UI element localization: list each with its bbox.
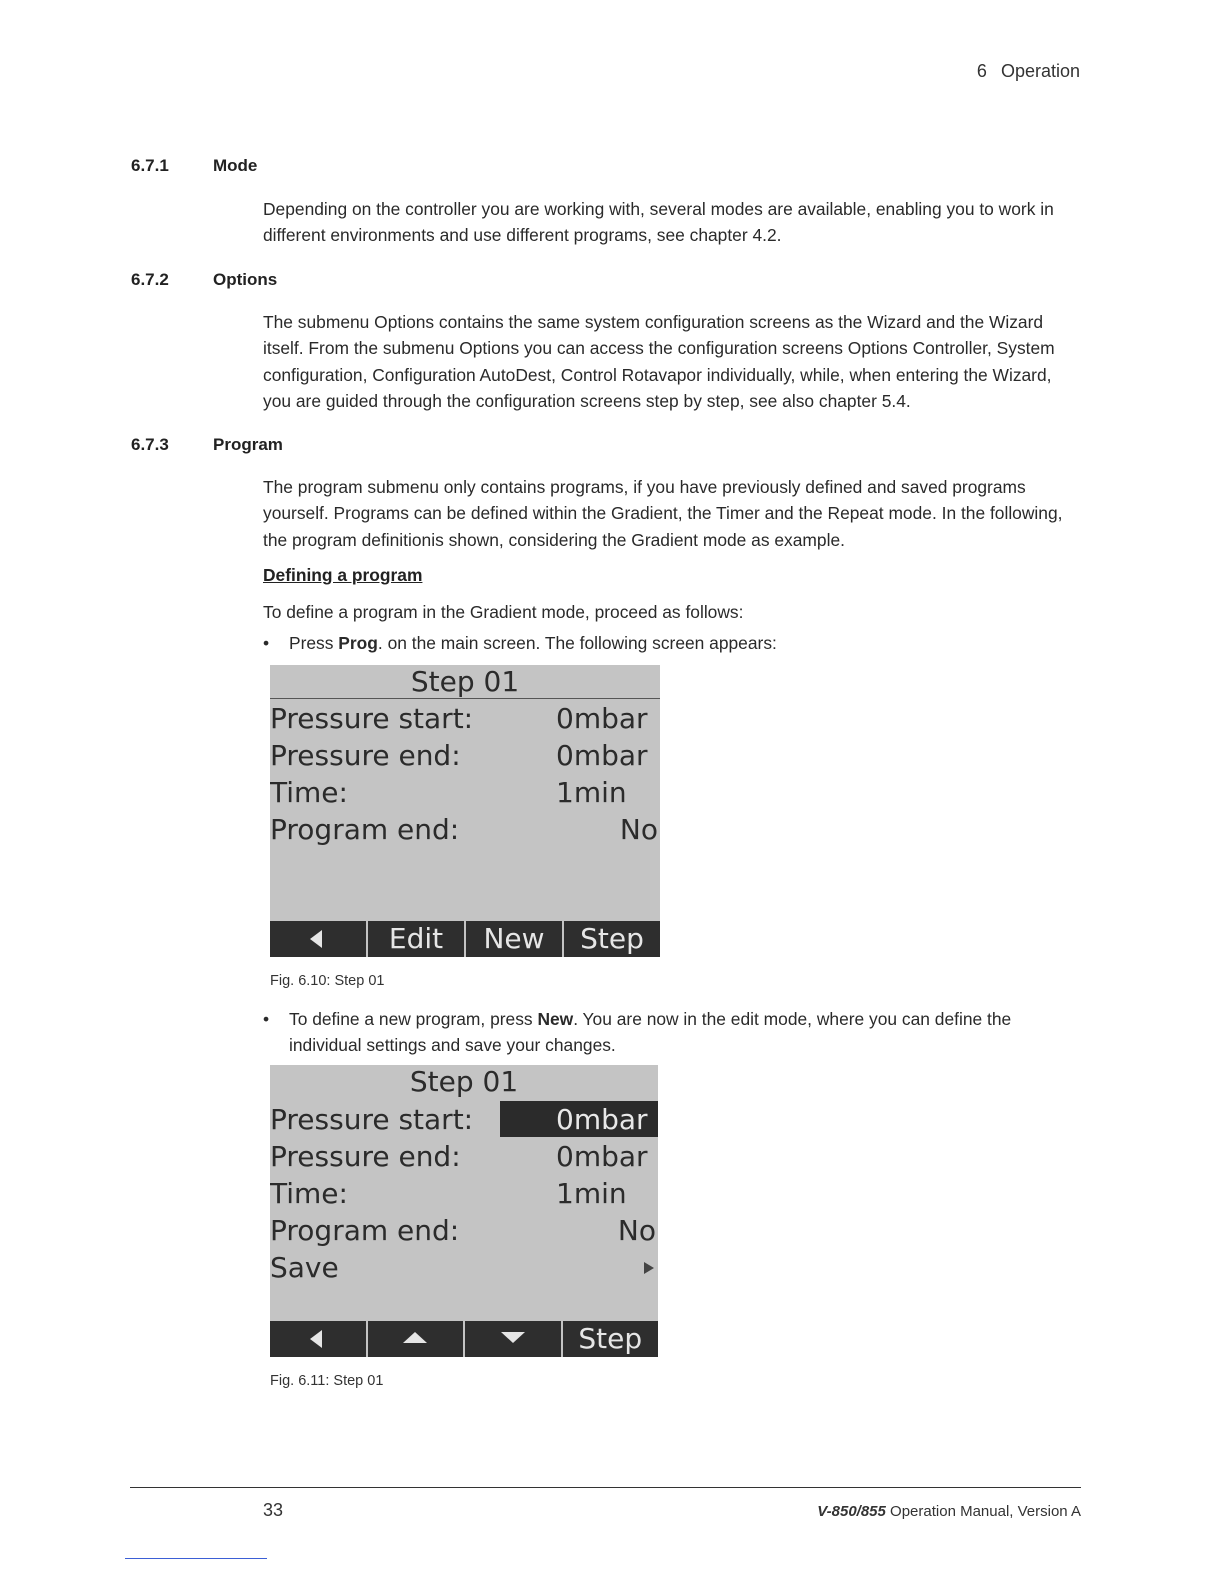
up-icon [403, 1332, 427, 1343]
row-value: No [619, 813, 658, 846]
chapter-title: Operation [1000, 61, 1080, 81]
doc-title: Operation Manual, Version A [885, 1503, 1081, 1520]
row-label: Pressure start: [270, 1103, 474, 1136]
link-underline [125, 1558, 267, 1559]
lcd-row [270, 700, 660, 737]
row-label: Program end: [270, 813, 460, 846]
section-title-options: Options [213, 270, 278, 289]
softkey-new[interactable]: New [464, 921, 562, 957]
softkey-up[interactable] [366, 1321, 464, 1357]
bullet-text: . You are now in the edit mode, where you can define the individual settings and save your changes. [289, 1009, 1012, 1055]
row-value-selected: 0mbar [500, 1101, 658, 1137]
lcd-screen-step01-edit [270, 1065, 658, 1357]
row-label: Pressure start: [270, 702, 474, 735]
section-number: 6.7.2 [131, 270, 169, 289]
softkey-down[interactable] [463, 1321, 561, 1357]
softkey-back[interactable] [270, 1321, 366, 1357]
section-number: 6.7.3 [131, 435, 169, 454]
down-icon [501, 1332, 525, 1343]
lcd-title: Step 01 [409, 1065, 519, 1098]
lcd-row [270, 811, 660, 848]
page-number: 33 [263, 1500, 284, 1520]
row-label: Program end: [270, 1214, 460, 1247]
lcd-row [270, 1212, 658, 1249]
row-value: 1min [556, 776, 627, 809]
row-label: Time: [270, 1177, 348, 1210]
bullet-item [263, 1006, 1083, 1058]
row-label: Time: [270, 776, 348, 809]
row-value: 1min [556, 1177, 627, 1210]
options-paragraph: The submenu Options contains the same system configuration screens as the Wizard and the Wizard itself. From the submenu Options you can access the configuration screens Options Controller, System configuration, Configuration AutoDest, Control Rotavapor individually, while, when entering the Wizard, you are guided through the configuration screens step by step, see also chapter 5.4. [263, 312, 1055, 411]
softkey-step[interactable]: Step [562, 921, 660, 957]
back-icon [310, 1330, 322, 1348]
defining-intro: To define a program in the Gradient mode, proceed as follows: [263, 602, 744, 622]
row-value: 0mbar [556, 1140, 648, 1173]
bullet-dot: • [263, 1009, 270, 1029]
bullet-dot: • [263, 633, 270, 653]
lcd-title: Step 01 [270, 665, 660, 699]
chapter-header [977, 61, 1080, 82]
lcd-row [270, 1101, 658, 1138]
figure-caption: Fig. 6.11: Step 01 [270, 1373, 384, 1389]
softkey-bar [270, 1321, 658, 1357]
new-key-label: New [537, 1009, 574, 1029]
row-label: Save [270, 1251, 339, 1284]
program-paragraph: The program submenu only contains programs, if you have previously defined and saved programs yourself. Programs can be defined within the Gradient, the Timer and the Repeat mode. In the following, the program definitionis shown, considering the Gradient mode as example. [263, 477, 1063, 550]
bullet-item [263, 630, 1083, 656]
lcd-row [270, 1249, 658, 1286]
bullet-text: To define a new program, press [289, 1009, 538, 1029]
row-value: No [617, 1214, 656, 1247]
section-title-program: Program [213, 435, 283, 454]
lcd-row [270, 737, 660, 774]
model-name: V-850/855 [817, 1503, 886, 1520]
footer-rule [130, 1487, 1081, 1488]
section-title-mode: Mode [213, 156, 258, 175]
row-label: Pressure end: [270, 1140, 461, 1173]
lcd-row [270, 1138, 658, 1175]
lcd-row [270, 774, 660, 811]
footer-doc-title [817, 1503, 1081, 1520]
softkey-bar [270, 921, 660, 957]
lcd-row [270, 1175, 658, 1212]
submenu-arrow-icon [644, 1262, 654, 1274]
bullet-text: . on the main screen. The following screen appears: [377, 633, 777, 653]
defining-program-heading: Defining a program [263, 565, 423, 585]
softkey-step[interactable]: Step [561, 1321, 659, 1357]
section-number: 6.7.1 [131, 156, 169, 175]
prog-key-label: Prog [338, 633, 378, 653]
row-value: 0mbar [556, 702, 648, 735]
row-value: 0mbar [556, 739, 648, 772]
row-label: Pressure end: [270, 739, 461, 772]
mode-paragraph: Depending on the controller you are working with, several modes are available, enabling you to work in different environments and use different programs, see chapter 4.2. [263, 199, 1054, 246]
softkey-edit[interactable]: Edit [366, 921, 464, 957]
chapter-number: 6 [976, 61, 987, 81]
softkey-back[interactable] [270, 921, 366, 957]
back-icon [310, 930, 322, 948]
lcd-screen-step01 [270, 665, 660, 957]
figure-caption: Fig. 6.10: Step 01 [270, 973, 385, 989]
bullet-text: Press [289, 633, 339, 653]
